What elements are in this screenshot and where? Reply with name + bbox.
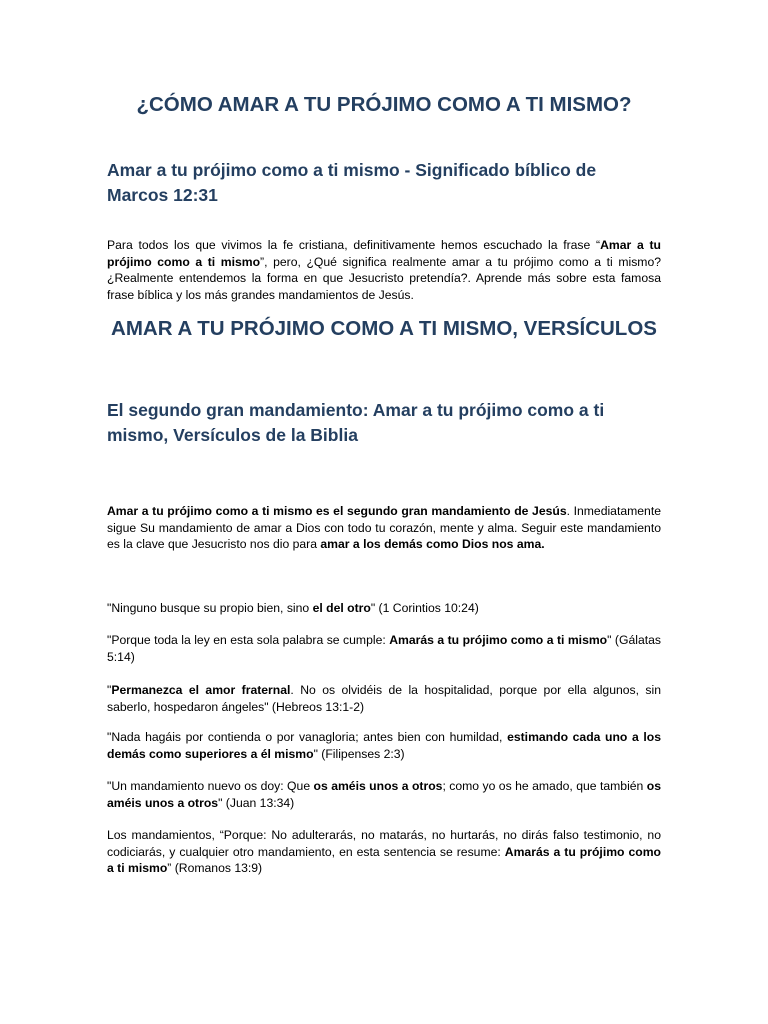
intro-text-2: ”, pero, ¿Qué significa realmente amar a tu prójimo como a ti mismo? ¿Realmente entendemos la forma en que Jesucristo pretendía?. Aprende más sobre esta famosa frase bíblica y los más grandes mandamientos de Jesús. <box>107 254 661 302</box>
verse-3-text-2: . No os olvidéis de la hospitalidad, porque por ella algunos, sin saberlo, hospedaron ángeles" (Hebreos 13:1-2) <box>107 683 662 714</box>
verse-1-bold-1: el del otro <box>312 601 371 615</box>
verse-5-text-1: "Un mandamiento nuevo os doy: Que <box>107 779 314 793</box>
verse-2-text-1: "Porque toda la ley en esta sola palabra se cumple: <box>107 633 390 647</box>
intro-text-1: Para todos los que vivimos la fe cristiana, definitivamente hemos escuchado la frase “ <box>107 238 601 252</box>
lead-paragraph <box>107 503 661 553</box>
verse-5 <box>107 778 661 811</box>
verse-6 <box>107 827 661 877</box>
verse-5-bold-1: os améis unos a otros <box>313 779 443 793</box>
verse-6-text-2: ” (Romanos 13:9) <box>167 861 263 875</box>
verse-4-bold-1: estimando cada uno a los demás como superiores a él mismo <box>107 730 661 761</box>
verse-1-text-1: "Ninguno busque su propio bien, sino <box>107 601 313 615</box>
page-subtitle: Amar a tu prójimo como a ti mismo - Significado bíblico de Marcos 12:31 <box>107 160 597 205</box>
verse-1 <box>107 600 661 617</box>
intro-bold-1: Amar a tu prójimo como a ti mismo <box>107 238 661 269</box>
verse-2 <box>107 632 661 665</box>
lead-bold-1: Amar a tu prójimo como a ti mismo es el segundo gran mandamiento de Jesús <box>107 504 567 518</box>
section-subtitle: El segundo gran mandamiento: Amar a tu prójimo como a ti mismo, Versículos de la Biblia <box>107 400 605 445</box>
verse-3-text-1: " <box>107 683 112 697</box>
verse-5-text-2: ; como yo os he amado, que también <box>442 779 647 793</box>
verse-6-bold-1: Amarás a tu prójimo como a ti mismo <box>107 844 661 875</box>
verse-3-bold-1: Permanezca el amor fraternal <box>111 683 291 697</box>
verse-1-text-2: " (1 Corintios 10:24) <box>370 601 479 615</box>
section-title: AMAR A TU PRÓJIMO COMO A TI MISMO, VERSÍCULOS <box>111 317 657 340</box>
verse-5-bold-2: os améis unos a otros <box>107 779 662 810</box>
verse-4-text-1: "Nada hagáis por contienda o por vanagloria; antes bien con humildad, <box>107 730 508 744</box>
lead-bold-2: amar a los demás como Dios nos ama. <box>320 537 545 551</box>
page-title: ¿CÓMO AMAR A TU PRÓJIMO COMO A TI MISMO? <box>136 93 632 116</box>
verse-6-text-1: Los mandamientos, “Porque: No adulterarás, no matarás, no hurtarás, no dirás falso testimonio, no codiciarás, y cualquier otro mandamiento, en esta sentencia se resume: <box>107 828 661 859</box>
verse-5-text-3: " (Juan 13:34) <box>218 795 295 810</box>
verse-4-text-2: " (Filipenses 2:3) <box>313 746 405 761</box>
lead-text-1: . Inmediatamente sigue Su mandamiento de amar a Dios con todo tu corazón, mente y alma. Seguir este mandamiento es la clave que Jesucristo nos dio para <box>107 504 662 551</box>
verse-4 <box>107 729 661 762</box>
verse-3 <box>107 682 661 715</box>
verse-2-bold-1: Amarás a tu prójimo como a ti mismo <box>389 633 608 647</box>
intro-paragraph <box>107 237 661 303</box>
verse-2-text-2: " (Gálatas 5:14) <box>107 633 661 664</box>
